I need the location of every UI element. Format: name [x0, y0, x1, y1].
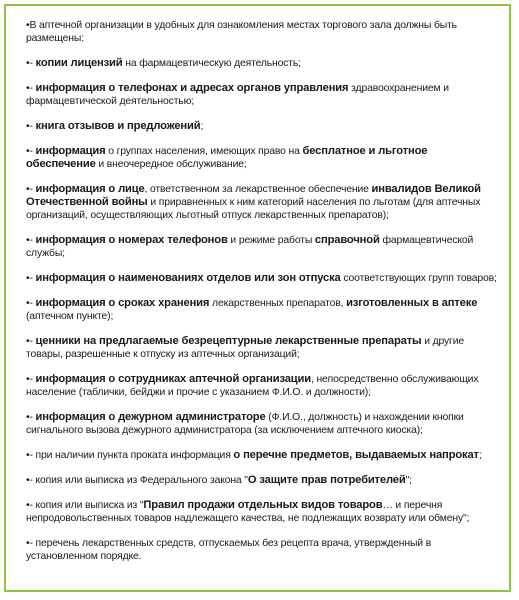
bold-text: бесплатное и льготное обеспечение [26, 145, 428, 170]
text-segment: здравоохранением и фармацевтической деятельностью; [26, 83, 449, 107]
text-segment: •- [26, 83, 36, 94]
text-segment: •- [26, 184, 36, 195]
text-segment: фармацевтической службы; [26, 235, 474, 259]
list-item [26, 474, 497, 487]
bold-text: информация [35, 145, 106, 157]
requirements-list [6, 6, 509, 563]
text-segment: •- [26, 121, 36, 132]
text-segment: ; [478, 450, 482, 461]
bold-text: изготовленных в аптеке [346, 297, 478, 309]
bold-text: информация о наименованиях отделов или зон отпуска [35, 272, 341, 284]
list-item [26, 120, 497, 133]
text-segment: на фармацевтическую деятельность; [122, 58, 301, 69]
text-segment: •- при наличии пункта проката информация [26, 450, 234, 461]
list-item [26, 82, 497, 108]
list-item [26, 373, 497, 399]
text-segment: •В аптечной организации в удобных для ознакомления местах торгового зала должны быть размещены: [26, 20, 457, 44]
bold-text: ценники на предлагаемые безрецептурные лекарственные препараты [35, 335, 422, 347]
bold-text: информация о дежурном администраторе [35, 411, 266, 423]
text-segment: •- [26, 146, 36, 157]
text-segment: соответствующих групп товаров; [340, 273, 497, 284]
list-item [26, 411, 497, 437]
text-segment: •- [26, 374, 36, 385]
document-frame [4, 4, 511, 592]
text-segment: , ответственном за лекарственное обеспечение [144, 184, 372, 195]
list-item [26, 297, 497, 323]
text-segment: •- [26, 273, 36, 284]
text-segment: и внеочередное обслуживание; [95, 159, 247, 170]
text-segment: (Ф.И.О., должность) и нахождении кнопки сигнального вызова дежурного администратора (за исключением аптечного киоска); [26, 412, 464, 436]
text-segment: "; [405, 475, 412, 486]
text-segment: •- [26, 336, 36, 347]
bold-text: О защите прав потребителей [247, 474, 406, 486]
bold-text: информация о сроках хранения [35, 297, 210, 309]
bold-text: о перечне предметов, выдаваемых напрокат [233, 449, 479, 461]
text-segment: и приравненных к ним категорий населения по льготам (для аптечных организаций, осуществляющих льготный отпуск лекарственных препаратов); [26, 197, 481, 221]
list-item [26, 272, 497, 285]
list-item [26, 499, 497, 525]
text-segment: (аптечном пункте); [26, 311, 114, 322]
bold-text: информация о номерах телефонов [35, 234, 228, 246]
text-segment: •- [26, 58, 36, 69]
list-item [26, 335, 497, 361]
bold-text: книга отзывов и предложений [35, 120, 201, 132]
list-item [26, 183, 497, 222]
bold-text: информация о сотрудниках аптечной организации [35, 373, 311, 385]
text-segment: •- [26, 298, 36, 309]
bold-text: копии лицензий [35, 57, 123, 69]
text-segment: •- копия или выписка из Федерального закона " [26, 475, 248, 486]
intro-paragraph [26, 19, 497, 45]
list-item [26, 449, 497, 462]
list-item [26, 145, 497, 171]
text-segment: •- перечень лекарственных средств, отпускаемых без рецепта врача, утвержденный в установленном порядке. [26, 538, 432, 562]
text-segment: •- [26, 412, 36, 423]
text-segment: и режиме работы [227, 235, 315, 246]
text-segment: ; [200, 121, 204, 132]
list-item [26, 234, 497, 260]
bold-text: Правил продажи отдельных видов товаров [143, 499, 383, 511]
text-segment: лекарственных препаратов, [209, 298, 347, 309]
bold-text: информация о телефонах и адресах органов управления [35, 82, 349, 94]
bold-text: справочной [314, 234, 380, 246]
text-segment: , непосредственно обслуживающих население (таблички, бейджи и прочие с указанием Ф.И.О. и должности); [26, 374, 479, 398]
bold-text: информация о лице [35, 183, 145, 195]
text-segment: о группах населения, имеющих право на [105, 146, 303, 157]
list-item [26, 537, 497, 563]
bold-text: инвалидов Великой Отечественной войны [26, 183, 481, 208]
list-item [26, 57, 497, 70]
text-segment: и другие товары, разрешенные к отпуску из аптечных организаций; [26, 336, 464, 360]
text-segment: •- [26, 235, 36, 246]
text-segment: … и перечня непродовольственных товаров надлежащего качества, не подлежащих возврату или обмену"; [26, 500, 470, 524]
text-segment: •- копия или выписка из " [26, 500, 144, 511]
